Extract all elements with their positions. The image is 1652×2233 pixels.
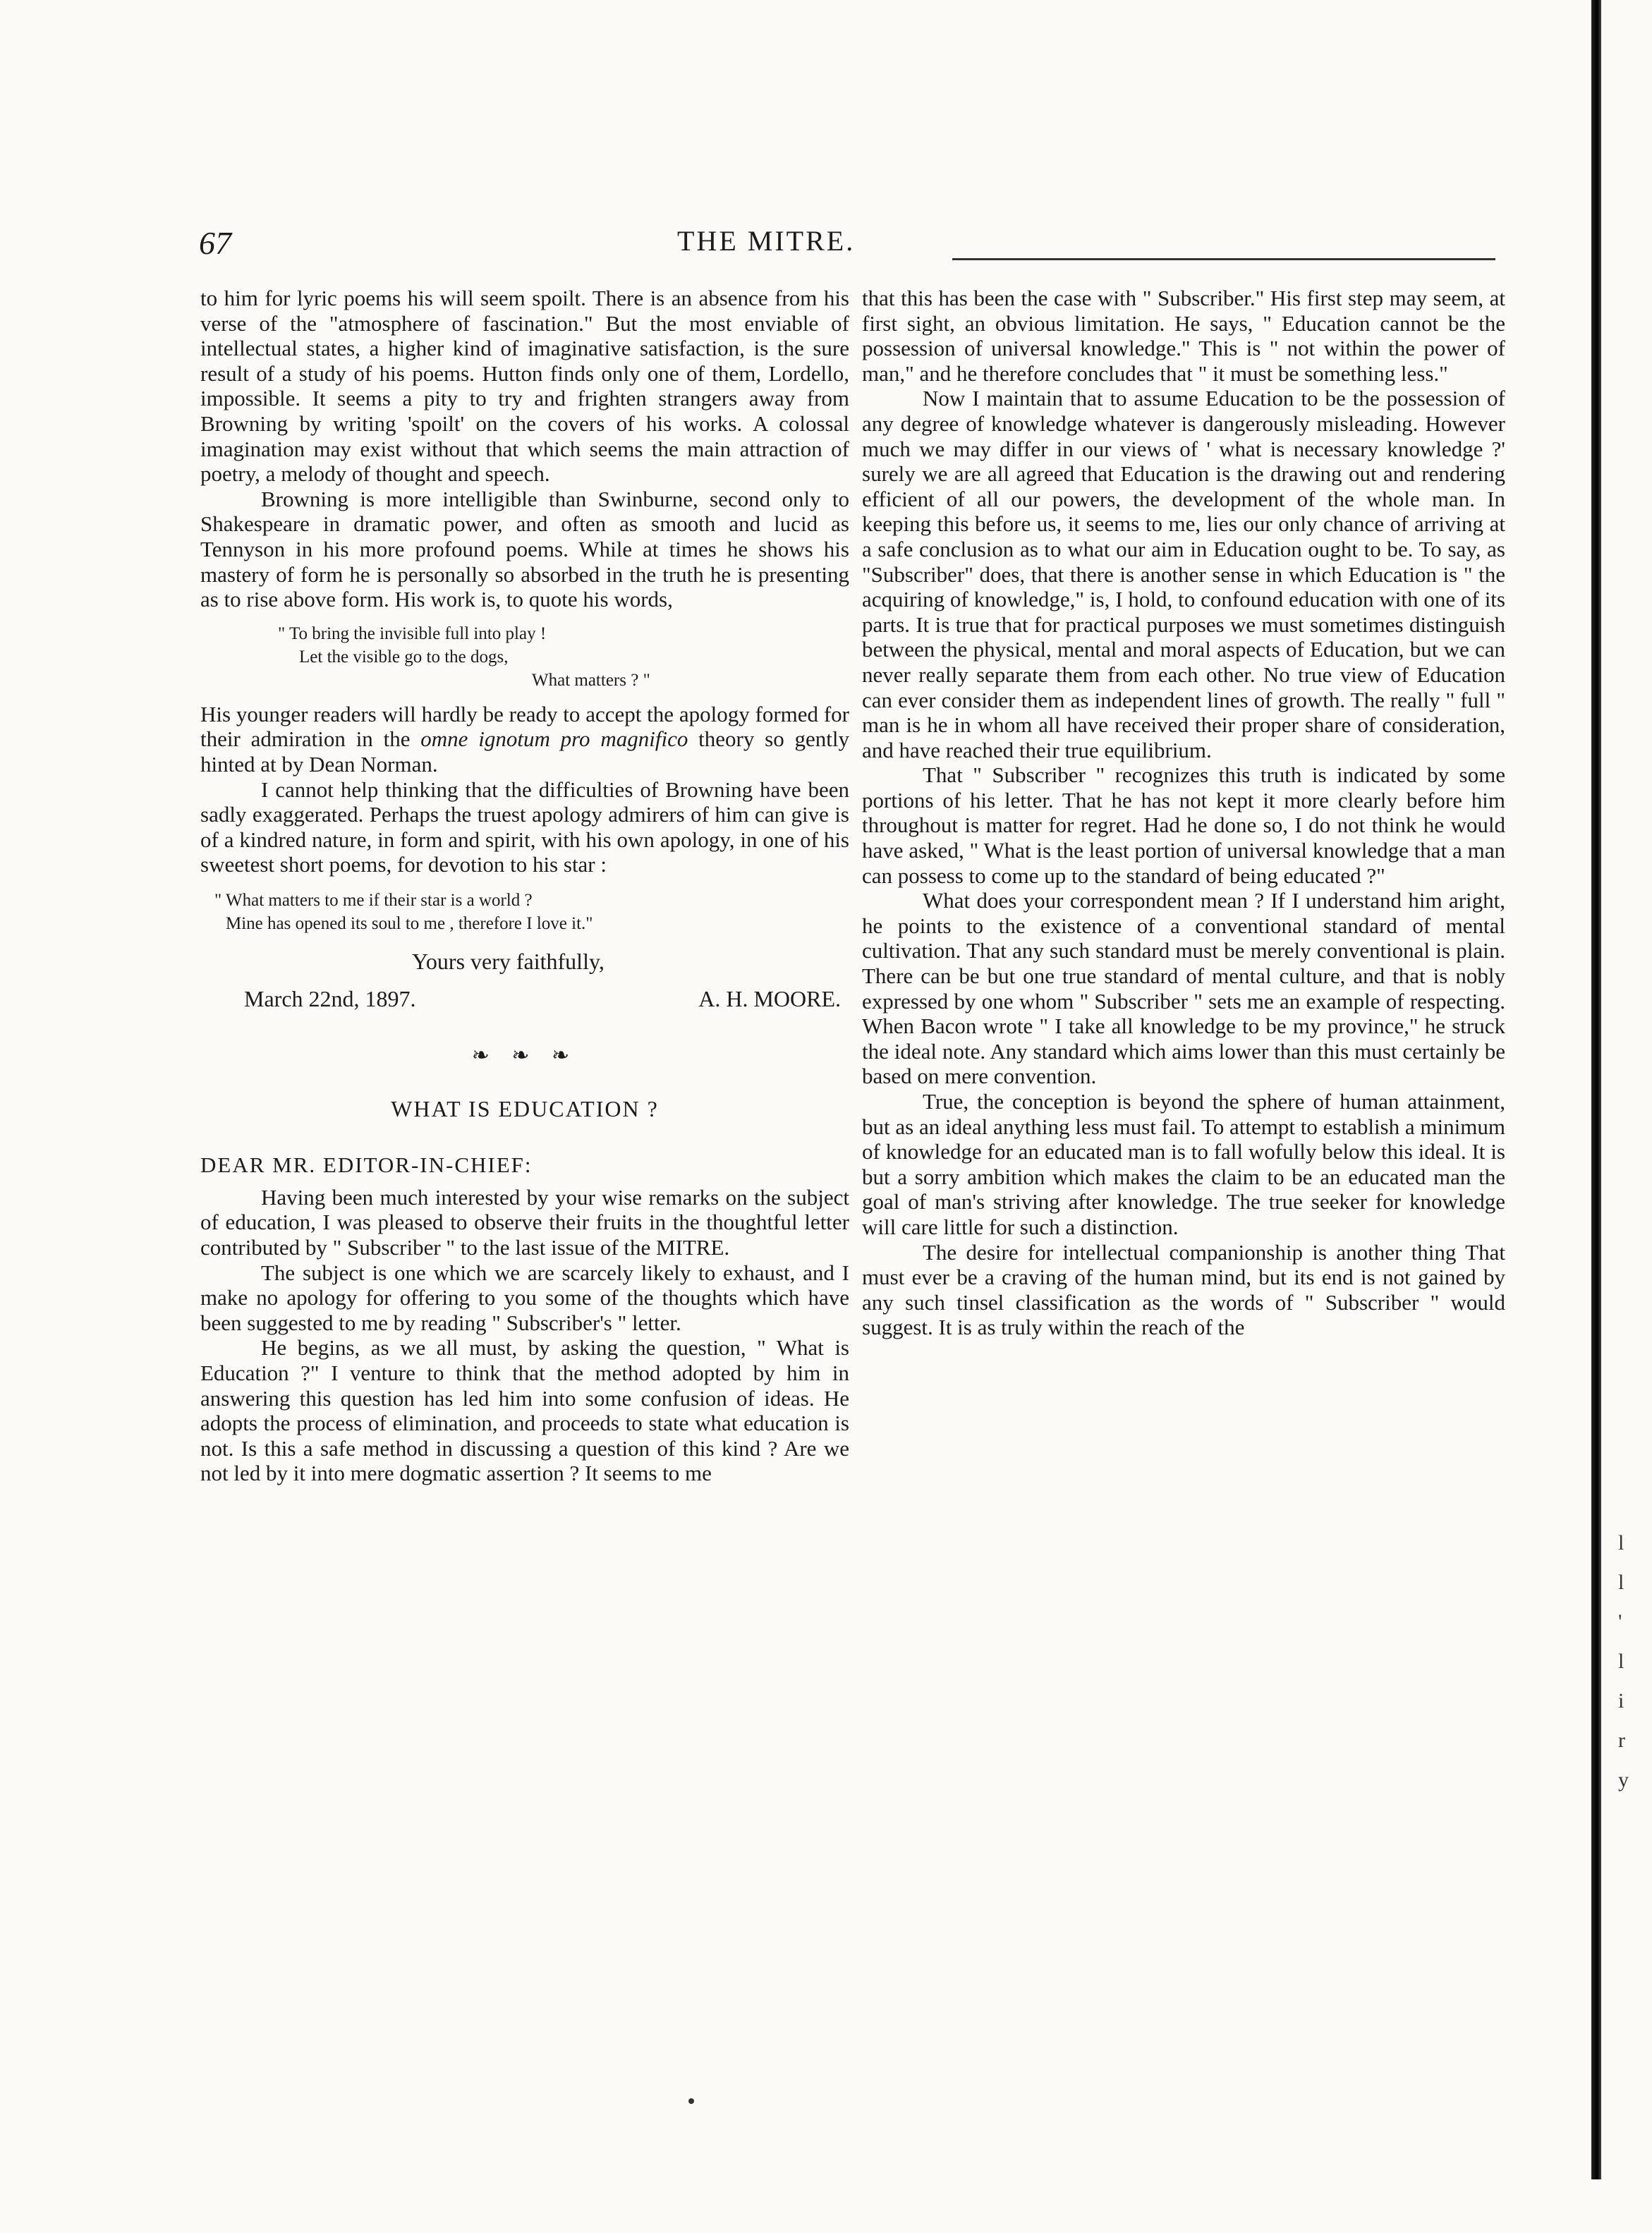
- paragraph: I cannot help thinking that the difficulties of Browning have been sadly exaggerated. Perhaps the truest apology admirers of him can give is of a kindred nature, in form and spirit, with his own apology, in one of his sweetest short poems, for devotion to his star :: [200, 777, 849, 877]
- paragraph: What does your correspondent mean ? If I understand him aright, he points to the existence of a conventional standard of mental cultivation. That any such standard must be merely conventional is plain. There can be but one true standard of mental culture, and that is nobly expressed by one whom " Subscriber " sets me an example of respecting. When Bacon wrote " I take all knowledge to be my province," he struck the ideal note. Any standard which aims lower than this must certainly be based on mere convention.: [862, 888, 1505, 1089]
- margin-mark: i: [1618, 1689, 1624, 1712]
- section-heading: WHAT IS EDUCATION ?: [391, 1095, 659, 1121]
- paragraph: that this has been the case with " Subscriber." His first step may seem, at first sight, an obvious limitation. He says, " Education cannot be the possession of universal knowledge." This is " not within the power of man," and he therefore concludes that " it must be something less.": [862, 286, 1505, 386]
- margin-mark: r: [1618, 1729, 1625, 1752]
- paragraph: [200, 702, 849, 777]
- paragraph: True, the conception is beyond the sphere of human attainment, but as an ideal anything less must fail. To attempt to establish a minimum of knowledge for an educated man is to fall wofully below this ideal. It is but a sorry ambition which makes the claim to be an educated man the goal of man's striving after knowledge. The true seeker for knowledge will care little for such a distinction.: [862, 1089, 1505, 1239]
- verse-quote: [278, 622, 849, 692]
- verse-line: " What matters to me if their star is a world ?: [214, 890, 533, 910]
- dateline: [244, 987, 841, 1012]
- margin-mark: l: [1618, 1571, 1624, 1594]
- margin-marks: [1618, 1523, 1632, 1800]
- margin-mark: l: [1618, 1531, 1624, 1554]
- paragraph: The subject is one which we are scarcely likely to exhaust, and I make no apology for offering to you some of the thoughts which have been suggested to me by reading " Subscriber's " letter.: [200, 1260, 849, 1335]
- paragraph: Browning is more intelligible than Swinburne, second only to Shakespeare in dramatic power, and often as smooth and lucid as Tennyson in his more profound poems. While at times he shows his mastery of form he is personally so absorbed in the truth he is presenting as to rise above form. His work is, to quote his words,: [200, 486, 849, 612]
- page-binding-edge: [1591, 0, 1601, 2179]
- verse-line: " To bring the invisible full into play !: [278, 623, 547, 643]
- letter-signature: A. H. MOORE.: [698, 986, 841, 1012]
- ink-dot: [688, 2098, 694, 2104]
- salutation: DEAR MR. EDITOR-IN-CHIEF:: [200, 1152, 533, 1178]
- paragraph: Having been much interested by your wise remarks on the subject of education, I was pleased to observe their fruits in the thoughtful letter contributed by " Subscriber " to the last issue of the MITRE.: [200, 1184, 849, 1260]
- margin-mark: y: [1618, 1768, 1629, 1791]
- letter-closing: Yours very faithfully,: [412, 948, 605, 974]
- letter-date: March 22nd, 1897.: [244, 986, 416, 1012]
- left-column: [200, 286, 849, 1486]
- paragraph-text: His younger readers will hardly be ready to accept the apology formed for their admiration in the: [200, 701, 849, 752]
- margin-mark: l: [1618, 1650, 1624, 1673]
- verse-line: What matters ? ": [532, 670, 650, 690]
- section-ornament: ❧ ❧ ❧: [471, 1044, 578, 1068]
- paragraph: Now I maintain that to assume Education to be the possession of any degree of knowledge whatever is dangerously misleading. However much we may differ in our views of ' what is necessary knowledge ?' surely we are all agreed that Education is the drawing out and rendering efficient of all our powers, the development of the whole man. In keeping this before us, it seems to me, lies our only chance of arriving at a safe conclusion as to what our aim in Education ought to be. To say, as "Subscriber" does, that there is another sense in which Education is " the acquiring of knowledge," is, I hold, to confound education with one of its parts. It is true that for practical purposes we must sometimes distinguish between the physical, mental and moral aspects of Education, but we can never really separate them from each other. No true view of Education can ever consider them as independent lines of growth. The really " full " man is he in whom all have received their proper share of consideration, and have reached their true equilibrium.: [862, 386, 1505, 762]
- right-column: [862, 286, 1505, 1340]
- verse-line: Let the visible go to the dogs,: [299, 647, 509, 667]
- paragraph-text: theory so gently hinted at by Dean Norman.: [200, 726, 849, 777]
- running-head: THE MITRE.: [677, 225, 856, 257]
- paragraph: He begins, as we all must, by asking the question, " What is Education ?" I venture to think that the method adopted by him in answering this question has led him into some confusion of ideas. He adopts the process of elimination, and proceeds to state what education is not. Is this a safe method in discussing a question of this kind ? Are we not led by it into mere dogmatic assertion ? It seems to me: [200, 1335, 849, 1486]
- page-number: 67: [199, 225, 231, 261]
- latin-phrase: omne ignotum pro magnifico: [420, 726, 688, 752]
- margin-mark: ': [1618, 1610, 1622, 1633]
- verse-quote: [214, 889, 849, 935]
- verse-line: Mine has opened its soul to me , therefore I love it.": [226, 913, 593, 933]
- paragraph: That " Subscriber " recognizes this truth is indicated by some portions of his letter. That he has not kept it more clearly before him throughout is matter for regret. Had he done so, I do not think he would have asked, " What is the least portion of universal knowledge that a man can possess to come up to the standard of being educated ?": [862, 762, 1505, 888]
- paragraph: to him for lyric poems his will seem spoilt. There is an absence from his verse of the "atmosphere of fascination." But the most enviable of intellectual states, a higher kind of imaginative satisfaction, is the sure result of a study of his poems. Hutton finds only one of them, Lordello, impossible. It seems a pity to try and frighten strangers away from Browning by writing 'spoilt' on the covers of his works. A colossal imagination may exist without that which seems the main attraction of poetry, a melody of thought and speech.: [200, 286, 849, 487]
- header-rule: [952, 258, 1495, 260]
- paragraph: The desire for intellectual companionship is another thing That must ever be a craving of the human mind, but its end is not gained by any such tinsel classification as the words of " Subscriber " would suggest. It is as truly within the reach of the: [862, 1239, 1505, 1340]
